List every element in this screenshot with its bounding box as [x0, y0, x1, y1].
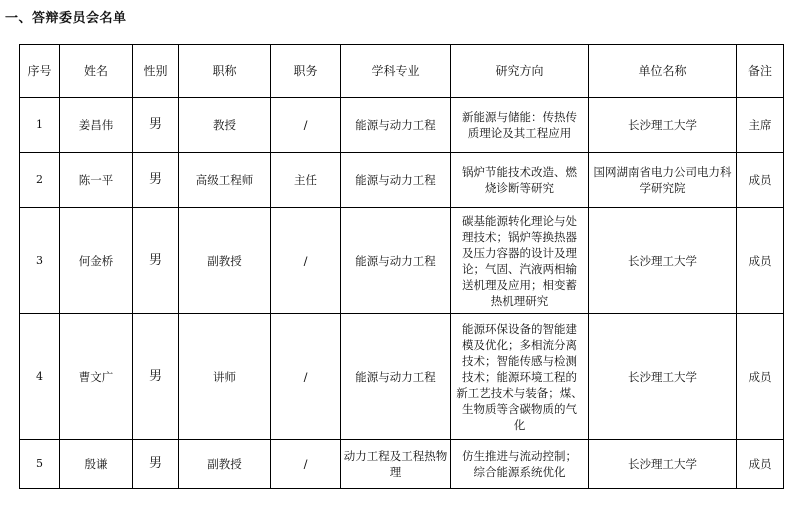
header-cell: 职务: [271, 45, 341, 98]
member-sex: 男: [133, 314, 179, 440]
member-major: 动力工程及工程热物理: [341, 440, 451, 489]
research-line: 及压力容器的设计及理: [462, 245, 577, 260]
member-unit: 长沙理工大学: [589, 98, 737, 153]
member-name: 曹文广: [60, 314, 133, 440]
header-cell: 研究方向: [451, 45, 589, 98]
member-major: 能源与动力工程: [341, 98, 451, 153]
table-row: [20, 98, 784, 153]
header-cell: 学科专业: [341, 45, 451, 98]
member-rank: 副教授: [179, 440, 271, 489]
research-line: 技术；能源环境工程的: [462, 369, 577, 384]
research-line: 新工艺技术与装备；煤、: [456, 385, 583, 400]
row-number: 1: [20, 98, 60, 153]
research-line: 化: [513, 417, 526, 432]
member-name: 姜昌伟: [60, 98, 133, 153]
member-sex: 男: [133, 440, 179, 489]
member-sex: 男: [133, 208, 179, 314]
page-title: 一、答辩委员会名单: [5, 11, 127, 26]
member-note: 主席: [737, 98, 784, 153]
research-line: 理技术；锅炉等换热器: [462, 229, 577, 244]
research-line: 热机理研究: [490, 293, 549, 308]
member-rank: 高级工程师: [179, 153, 271, 208]
member-note: 成员: [737, 440, 784, 489]
header-cell: 性别: [133, 45, 179, 98]
member-major: 能源与动力工程: [341, 153, 451, 208]
member-post: /: [271, 98, 341, 153]
member-name: 陈一平: [60, 153, 133, 208]
research-line: 碳基能源转化理论与处: [462, 213, 577, 228]
research-line: 技术；智能传感与检测: [462, 353, 577, 368]
header-cell: 备注: [737, 45, 784, 98]
table-row: [20, 440, 784, 489]
member-unit: 长沙理工大学: [589, 208, 737, 314]
member-research: [451, 314, 589, 440]
table-row: [20, 208, 784, 314]
member-sex: 男: [133, 98, 179, 153]
member-major: 能源与动力工程: [341, 314, 451, 440]
header-cell: 单位名称: [589, 45, 737, 98]
member-post: /: [271, 314, 341, 440]
member-sex: 男: [133, 153, 179, 208]
table-row: [20, 314, 784, 440]
member-research: [451, 440, 589, 489]
row-number: 5: [20, 440, 60, 489]
member-research: [451, 153, 589, 208]
research-line: 能源环保设备的智能建: [462, 321, 577, 336]
table-header-row: [20, 45, 784, 98]
research-line: 锅炉节能技术改造、燃: [462, 165, 577, 179]
research-line: 综合能源系统优化: [473, 465, 566, 479]
member-note: 成员: [737, 153, 784, 208]
research-line: 模及优化；多相流分离: [462, 337, 577, 352]
member-name: 何金桥: [60, 208, 133, 314]
member-rank: 讲师: [179, 314, 271, 440]
member-rank: 教授: [179, 98, 271, 153]
member-unit: 长沙理工大学: [589, 440, 737, 489]
row-number: 2: [20, 153, 60, 208]
member-major: 能源与动力工程: [341, 208, 451, 314]
member-rank: 副教授: [179, 208, 271, 314]
research-line: 仿生推进与流动控制；: [462, 449, 577, 463]
member-note: 成员: [737, 314, 784, 440]
member-research: [451, 208, 589, 314]
research-line: 烧诊断等研究: [485, 181, 554, 195]
row-number: 3: [20, 208, 60, 314]
research-line: 质理论及其工程应用: [467, 126, 572, 140]
member-note: 成员: [737, 208, 784, 314]
research-line: 新能源与储能：传热传: [462, 110, 577, 124]
member-post: /: [271, 440, 341, 489]
member-unit: 长沙理工大学: [589, 314, 737, 440]
research-line: 送机理及应用；相变蓄: [462, 277, 577, 292]
header-cell: 序号: [20, 45, 60, 98]
committee-table: [19, 44, 784, 489]
header-cell: 职称: [179, 45, 271, 98]
row-number: 4: [20, 314, 60, 440]
member-post: 主任: [271, 153, 341, 208]
member-unit: 国网湖南省电力公司电力科学研究院: [589, 153, 737, 208]
member-name: 殷谦: [60, 440, 133, 489]
member-post: /: [271, 208, 341, 314]
header-cell: 姓名: [60, 45, 133, 98]
member-research: [451, 98, 589, 153]
table-row: [20, 153, 784, 208]
research-line: 论；气固、汽液两相输: [462, 261, 577, 276]
research-line: 生物质等含碳物质的气: [462, 401, 577, 416]
